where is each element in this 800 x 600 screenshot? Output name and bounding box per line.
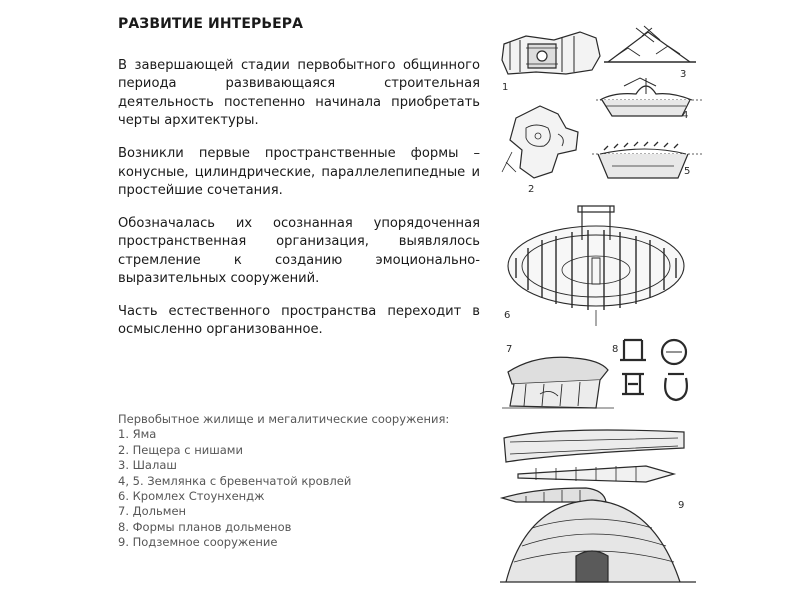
pit-plan-drawing bbox=[502, 32, 600, 74]
body-text bbox=[118, 57, 480, 354]
figure-caption bbox=[118, 412, 480, 551]
primitive-dwellings-illustration bbox=[496, 22, 706, 588]
figure-number: 7 bbox=[506, 344, 513, 355]
caption-item: 2. Пещера с нишами bbox=[118, 442, 243, 457]
dolmen-plans-drawing bbox=[620, 340, 687, 400]
slide-title: РАЗВИТИЕ ИНТЕРЬЕРА bbox=[118, 16, 304, 32]
paragraph-4: Часть естественного пространства переходит в осмысленно организованное. bbox=[118, 303, 480, 338]
figure-number: 6 bbox=[504, 310, 511, 321]
hut-drawing bbox=[604, 26, 696, 62]
caption-item: 8. Формы планов дольменов bbox=[118, 519, 292, 534]
illustration-svg bbox=[496, 22, 706, 588]
paragraph-1: В завершающей стадии первобытного общинного периода развивающаяся строительная деятельность постепенно начинала приобретать черты архитектуры. bbox=[118, 58, 480, 129]
caption-heading: Первобытное жилище и мегалитические сооружения: bbox=[118, 412, 450, 426]
figure-number: 2 bbox=[528, 184, 535, 195]
caption-item: 9. Подземное сооружение bbox=[118, 535, 278, 550]
cave-with-niches-plan-drawing bbox=[502, 106, 578, 178]
figure-number: 9 bbox=[678, 500, 685, 511]
stonehenge-drawing bbox=[508, 206, 684, 326]
underground-structure-drawing bbox=[500, 430, 696, 582]
caption-item: 7. Дольмен bbox=[118, 504, 187, 519]
figure-number: 3 bbox=[680, 69, 687, 80]
dolmen-drawing bbox=[502, 357, 614, 408]
paragraph-2: Возникли первые пространственные формы – конусные, цилиндрические, параллелепипедные и простейшие сочетания. bbox=[118, 146, 480, 198]
paragraph-3: Обозначалась их осознанная упорядоченная пространственная организация, выявлялось стремление к созданию эмоционально-выразительных сооружений. bbox=[118, 215, 480, 287]
caption-item: 3. Шалаш bbox=[118, 458, 177, 473]
caption-list bbox=[118, 427, 480, 550]
caption-item: 1. Яма bbox=[118, 427, 157, 442]
figure-number: 4 bbox=[682, 110, 689, 121]
figure-number: 8 bbox=[612, 344, 619, 355]
figure-number: 5 bbox=[684, 166, 691, 177]
caption-item: 4, 5. Землянка с бревенчатой кровлей bbox=[118, 473, 352, 488]
figure-number: 1 bbox=[502, 82, 509, 93]
caption-item: 6. Кромлех Стоунхендж bbox=[118, 489, 265, 504]
